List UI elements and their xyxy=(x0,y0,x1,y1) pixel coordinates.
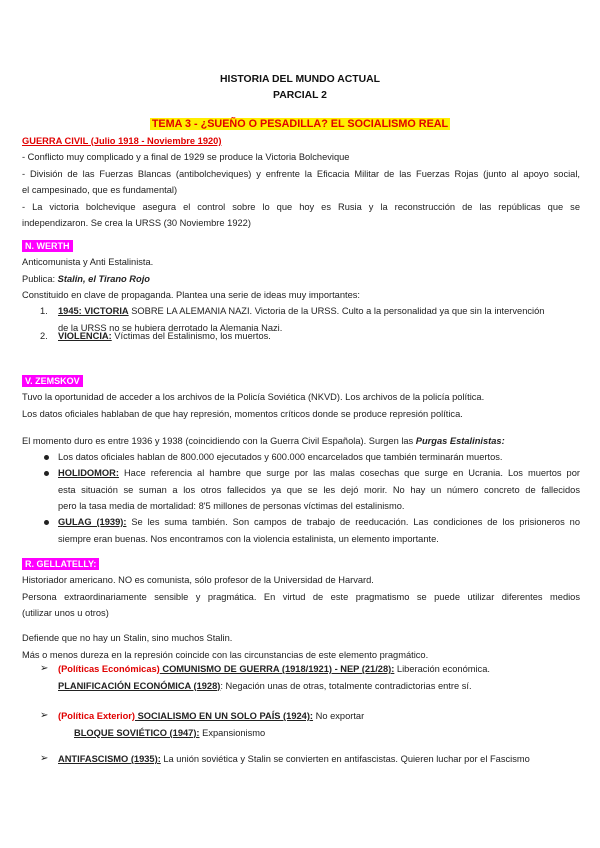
werth-publica-title: Stalin, el Tirano Rojo xyxy=(57,273,150,284)
gellately-arrow-item-1 xyxy=(40,661,580,694)
arrow-item-bold: ANTIFASCISMO (1935): xyxy=(58,754,161,764)
zemskov-line3-emphasis: Purgas Estalinistas: xyxy=(415,436,505,446)
gellately-label-wrap xyxy=(22,556,99,573)
zemskov-bullet-bold: HOLIDOMOR: xyxy=(58,468,119,478)
guerra-civil-heading-text: GUERRA CIVIL (Julio 1918 - Noviembre 1920) xyxy=(22,136,222,146)
gellately-line: Historiador americano. NO es comunista, sólo profesor de la Universidad de Harvard. xyxy=(22,575,374,585)
bullet-dot xyxy=(44,471,49,476)
guerra-civil-line: independizaron. Se crea la URSS (30 Noviembre 1922) xyxy=(22,218,251,228)
zemskov-body xyxy=(22,389,580,422)
arrow-item-sub-text: : Negación unas de otras, totalmente contradictorias entre sí. xyxy=(220,680,472,691)
werth-item-2 xyxy=(40,328,580,345)
guerra-civil-heading xyxy=(22,133,221,150)
werth-item-number: 2. xyxy=(40,331,48,341)
arrow-item-category: (Política Exterior) xyxy=(58,711,135,721)
guerra-civil-line: - La victoria bolchevique asegura el control sobre lo que hoy es Rusia y la reconstrucción de las repúblicas que se xyxy=(22,201,580,212)
gellately-body-2 xyxy=(22,630,580,663)
zemskov-bullet-3 xyxy=(40,514,580,547)
gellately-line: Más o menos dureza en la represión coincide con las circunstancias de este elemento pragmático. xyxy=(22,649,429,660)
arrow-bullet-icon: ➢ xyxy=(40,663,49,674)
zemskov-bullet-bold: GULAG (1939): xyxy=(58,517,127,527)
zemskov-bullet-text: siempre eran buenas. Nos encontramos con la violencia estalinista, un elemento importante. xyxy=(58,533,439,544)
zemskov-label: V. ZEMSKOV xyxy=(22,375,83,387)
arrow-item-sub-bold: BLOQUE SOVIÉTICO (1947): xyxy=(74,727,200,738)
arrow-item-category: (Políticas Económicas) xyxy=(58,664,160,674)
werth-publica-prefix: Publica: xyxy=(22,273,58,284)
document-title: HISTORIA DEL MUNDO ACTUAL xyxy=(220,74,380,85)
arrow-item-sub-bold: PLANIFICACIÓN ECONÓMICA (1928) xyxy=(58,680,221,691)
gellately-arrow-item-2 xyxy=(40,708,580,741)
bullet-dot xyxy=(44,455,49,460)
zemskov-line: Los datos oficiales hablaban de que hay represión, momentos críticos donde se produce represión política. xyxy=(22,408,463,419)
guerra-civil-line: - División de las Fuerzas Blancas (antibolcheviques) y enfrente la Eficacia Militar de las Fuerzas Rojas (junto al apoyo social, xyxy=(22,168,580,179)
werth-item-bold: 1945: VICTORIA xyxy=(58,306,129,316)
arrow-bullet-icon: ➢ xyxy=(40,710,49,721)
guerra-civil-line: - Conflicto muy complicado y a final de 1929 se produce la Victoria Bolchevique xyxy=(22,152,350,162)
zemskov-line3 xyxy=(22,433,580,450)
zemskov-bullet-text: Hace referencia al hambre que surge por las malas cosechas que surge en Ucrania. Los muertos por xyxy=(118,468,580,478)
gellately-body xyxy=(22,572,580,622)
werth-item-bold: VIOLENCIA: xyxy=(58,331,112,341)
arrow-item-text: La unión soviética y Stalin se convierten en antifascistas. Quieren luchar por el Fascismo xyxy=(160,754,530,764)
guerra-civil-body xyxy=(22,149,580,232)
tema-heading-wrap xyxy=(0,116,600,133)
arrow-bullet-icon: ➢ xyxy=(40,753,49,764)
zemskov-label-wrap xyxy=(22,373,83,390)
gellately-line: (utilizar unos u otros) xyxy=(22,608,109,618)
gellately-line: Persona extraordinariamente sensible y pragmática. En virtud de este pragmatismo se puede utilizar diferentes medios xyxy=(22,591,580,602)
werth-label-wrap xyxy=(22,238,73,255)
werth-item-text: SOBRE LA ALEMANIA NAZI. Victoria de la URSS. Culto a la personalidad ya que sin la intervención xyxy=(128,306,545,316)
arrow-item-bold: SOCIALISMO EN UN SOLO PAÍS (1924): xyxy=(134,711,314,721)
werth-body xyxy=(22,254,580,304)
zemskov-bullet-text: Los datos oficiales hablan de 800.000 ejecutados y 600.000 encarcelados que también terminarán muertos. xyxy=(58,452,503,462)
werth-publica xyxy=(22,271,580,288)
document-subtitle: PARCIAL 2 xyxy=(273,90,327,101)
gellately-arrow-item-3 xyxy=(40,751,580,768)
werth-line: Constituido en clave de propaganda. Plantea una serie de ideas muy importantes: xyxy=(22,290,361,300)
bullet-dot xyxy=(44,520,49,525)
arrow-item-sub-text: Expansionismo xyxy=(199,727,266,738)
gellately-line: Defiende que no hay un Stalin, sino muchos Stalin. xyxy=(22,633,233,643)
gellately-label: R. GELLATELLY: xyxy=(22,558,99,570)
arrow-item-text: No exportar xyxy=(313,711,365,721)
zemskov-bullet-text: Se les suma también. Son campos de trabajo de reeducación. Las condiciones de los prisioneros no xyxy=(126,517,580,527)
zemskov-line3-prefix: El momento duro es entre 1936 y 1938 (coincidiendo con la Guerra Civil Española). Surgen las xyxy=(22,436,416,446)
zemskov-bullet-2 xyxy=(40,465,580,515)
zemskov-bullet-text: esta situación se suman a los otros fallecidos ya que se les dejó morir. No hay un número concreto de fallecidos xyxy=(58,484,580,495)
werth-item-continued: de la URSS no se hubiera derrotado la Alemania Nazi. xyxy=(58,322,283,333)
zemskov-bullet-text: pero la tasa media de mortalidad: 8'5 millones de personas víctimas del estalinismo. xyxy=(58,501,405,511)
zemskov-bullet-1 xyxy=(40,449,580,466)
werth-line: Anticomunista y Anti Estalinista. xyxy=(22,257,154,267)
werth-item-text: Víctimas del Estalinismo, los muertos. xyxy=(111,331,271,341)
arrow-item-bold: COMUNISMO DE GUERRA (1918/1921) - NEP (21/28): xyxy=(159,664,395,674)
zemskov-line: Tuvo la oportunidad de acceder a los archivos de la Policía Soviética (NKVD). Los archivos de la policía política. xyxy=(22,392,485,402)
werth-item-number: 1. xyxy=(40,306,48,316)
tema-heading: TEMA 3 - ¿SUEÑO O PESADILLA? EL SOCIALISMO REAL xyxy=(151,118,449,130)
guerra-civil-line: el campesinado, que es fundamental) xyxy=(22,185,178,195)
arrow-item-text: Liberación económica. xyxy=(394,664,490,674)
werth-label: N. WERTH xyxy=(22,240,73,252)
